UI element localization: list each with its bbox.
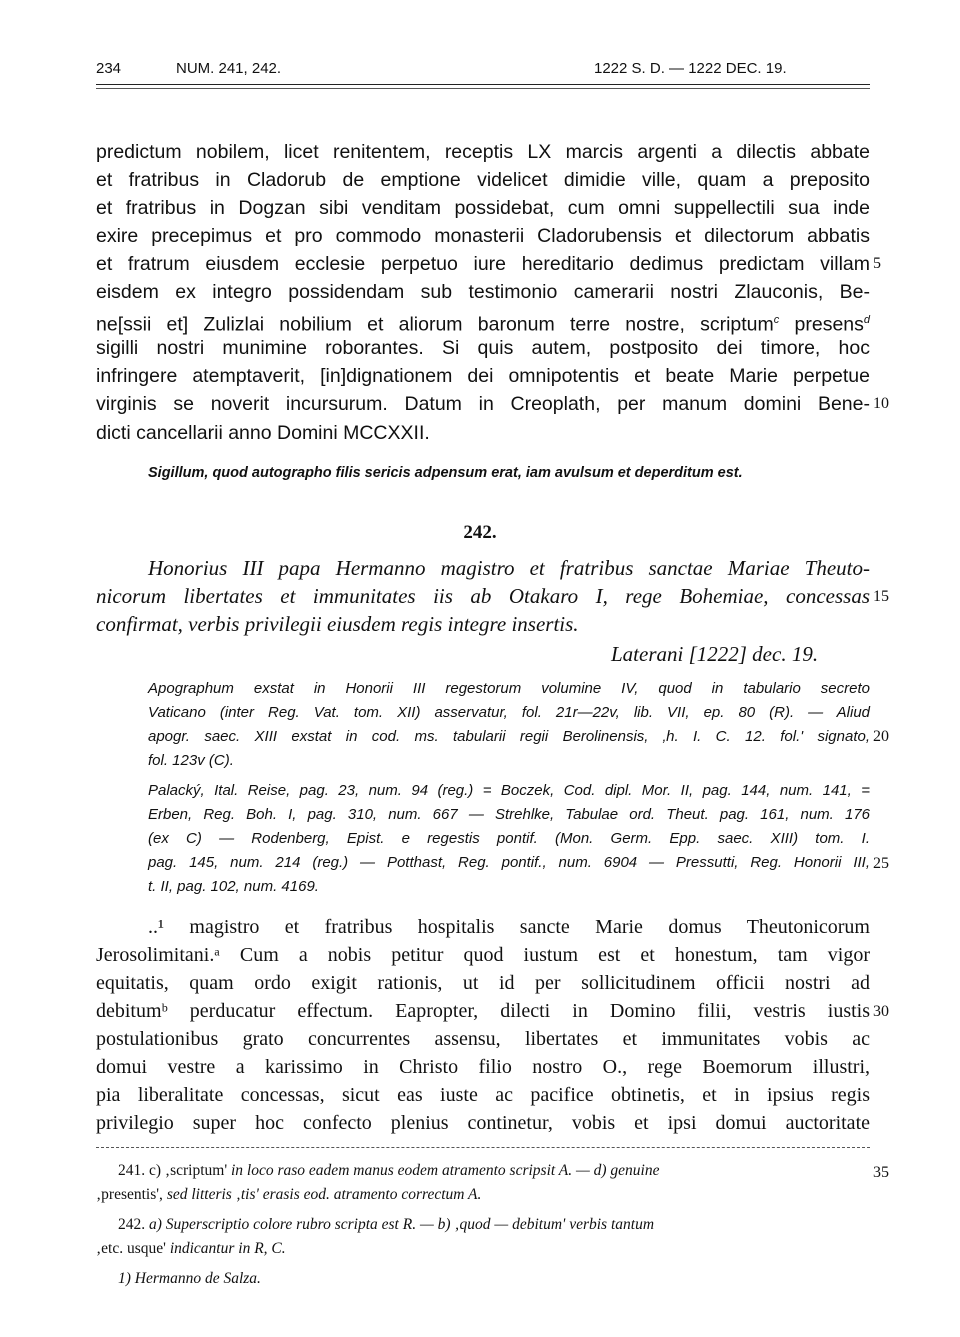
- footnote-241-line2: [96, 1184, 481, 1206]
- text-segment: ne[ssii et] Zulizlai nobilium et aliorum baronum terre nostre, scriptum: [96, 313, 774, 336]
- footnote-242-line2: [96, 1238, 286, 1260]
- text-line: privilegio super hoc confecto plenius continetur, vobis et ipsi domui auctoritate: [96, 1112, 870, 1134]
- regest-line: confirmat, verbis privilegii eiusdem regis integre insertis.: [96, 612, 579, 636]
- line-number: 25: [873, 855, 889, 872]
- text-line: pia liberalitate concessas, sicut eas iuste ac pacifice obtinetis, et in ipsius regis: [96, 1084, 870, 1106]
- footnote-label: 241.: [118, 1162, 146, 1179]
- footnote-text: ‚etc. usque': [96, 1240, 166, 1257]
- header-rule-bottom: [96, 88, 870, 89]
- footnote-text: verbis tantum: [569, 1216, 655, 1233]
- text-line: et fratrum eiusdem ecclesie perpetuo iure hereditario dedimus predictam villam: [96, 253, 870, 275]
- text-segment: presens: [794, 313, 864, 336]
- footnote-mark: c: [773, 314, 780, 326]
- line-number: 15: [873, 588, 889, 605]
- text-line: predictum nobilem, licet renitentem, receptis LX marcis argenti a dilectis abbate: [96, 141, 870, 163]
- apograph-line: fol. 123v (C).: [148, 752, 234, 769]
- line-number: 35: [873, 1164, 889, 1181]
- text-line: Jerosolimitani.ᵃ Cum a nobis petitur quod iustum est et honestum, tam vigor: [96, 944, 870, 966]
- footnote-242-line1: [118, 1214, 654, 1236]
- text-line: sigilli nostri munimine roborantes. Si quis autem, postposito dei timore, hoc: [96, 337, 870, 359]
- footnote-mark: d: [863, 314, 871, 326]
- text-line: infringere atemptaverit, [in]dignationem dei omnipotentis et beate Marie perpetue: [96, 365, 870, 387]
- text-line: exire precepimus et pro commodo monasterii Cladorubensis et dilectorum abbatis: [96, 225, 870, 247]
- text-line: et fratribus in Cladorub de emptione videlicet dimidie ville, quam a preposito: [96, 169, 870, 191]
- line-number: 10: [873, 395, 889, 412]
- text-line: domui vestre a karissimo in Christo filio nostro O., rege Boemorum illustri,: [96, 1056, 870, 1078]
- footnote-241-line1: [118, 1160, 660, 1182]
- text-line: et fratribus in Dogzan sibi venditam possidebat, cum omni suppellectili sua inde: [96, 197, 870, 219]
- line-number: 5: [873, 255, 881, 272]
- regest-line: nicorum libertates et immunitates iis ab Otakaro I, rege Bohemiae, concessas: [96, 584, 870, 608]
- edition-line: Palacký, Ital. Reise, pag. 23, num. 94 (reg.) = Boczek, Cod. dipl. Mor. II, pag. 144, num. 141, =: [148, 782, 870, 799]
- place-date: Laterani [1222] dec. 19.: [611, 642, 819, 666]
- edition-line: t. II, pag. 102, num. 4169.: [148, 878, 319, 895]
- footnote-text: in loco raso eadem manus eodem atramento scripsit A. — d) genuine: [231, 1162, 660, 1179]
- footnote-text: c) ‚scriptum': [149, 1162, 228, 1179]
- header-rule-top: [96, 84, 870, 85]
- page-number: 234: [96, 60, 122, 77]
- text-line: ..¹ magistro et fratribus hospitalis sancte Marie domus Theutonicorum: [148, 916, 870, 938]
- header-left: NUM. 241, 242.: [176, 60, 282, 77]
- line-number: 30: [873, 1003, 889, 1020]
- edition-line: Erben, Reg. Boh. I, pag. 310, num. 667 — Strehlke, Tabulae ord. Theut. pag. 161, num. 176: [148, 806, 870, 823]
- text-line: virginis se noverit incursurum. Datum in Creoplath, per manum domini Bene-: [96, 393, 870, 415]
- text-line: debitumᵇ perducatur effectum. Eapropter, dilecti in Domino filii, vestris iustis: [96, 1000, 870, 1022]
- header-right: 1222 S. D. — 1222 DEC. 19.: [594, 60, 787, 77]
- text-line: dicti cancellarii anno Domini MCCXXII.: [96, 422, 430, 444]
- footnote-text: indicantur in R, C.: [169, 1240, 286, 1257]
- text-line: [96, 307, 870, 338]
- text-line: eisdem ex integro possidendam sub testimonio camerarii nostri Zlauconis, Be-: [96, 281, 870, 303]
- text-line: postulationibus grato concurrentes assensu, libertates et immunitates vobis ac: [96, 1028, 870, 1050]
- text-line: equitatis, quam ordo exigit rationis, ut id per sollicitudinem officii nostri ad: [96, 972, 870, 994]
- apograph-line: Apographum exstat in Honorii III regestorum volumine IV, quod in tabulario secreto: [148, 680, 870, 697]
- footnote-label: 242.: [118, 1216, 146, 1233]
- edition-line: pag. 145, num. 214 (reg.) — Potthast, Reg. pontif., num. 6904 — Pressutti, Reg. Honorii III,: [148, 854, 870, 871]
- apograph-line: apogr. saec. XIII exstat in cod. ms. tabularii regii Berolinensis, ‚h. I. C. 12. fol.' signato,: [148, 728, 870, 745]
- footnote-text: sed litteris ‚tis' erasis eod. atramento correctum A.: [166, 1186, 482, 1203]
- footnote-rule: [96, 1147, 870, 1148]
- regest-line: Honorius III papa Hermanno magistro et fratribus sanctae Mariae Theuto-: [148, 556, 870, 580]
- footnote-1: 1) Hermanno de Salza.: [118, 1270, 261, 1287]
- edition-line: (ex C) — Rodenberg, Epist. e regestis pontif. (Mon. Germ. Epp. saec. XIII) tom. I.: [148, 830, 870, 847]
- footnote-text: a) Superscriptio colore rubro scripta est R. — b) ‚quod — debitum': [149, 1216, 566, 1233]
- seal-note: Sigillum, quod autographo filis sericis adpensum erat, iam avulsum et deperditum est.: [148, 465, 743, 481]
- line-number: 20: [873, 728, 889, 745]
- document-number: 242.: [463, 522, 497, 543]
- footnote-text: ‚presentis',: [96, 1186, 163, 1203]
- apograph-line: Vaticano (inter Reg. Vat. tom. XII) asservatur, fol. 21r—22v, lib. VII, ep. 80 (R). — Aliud: [148, 704, 870, 721]
